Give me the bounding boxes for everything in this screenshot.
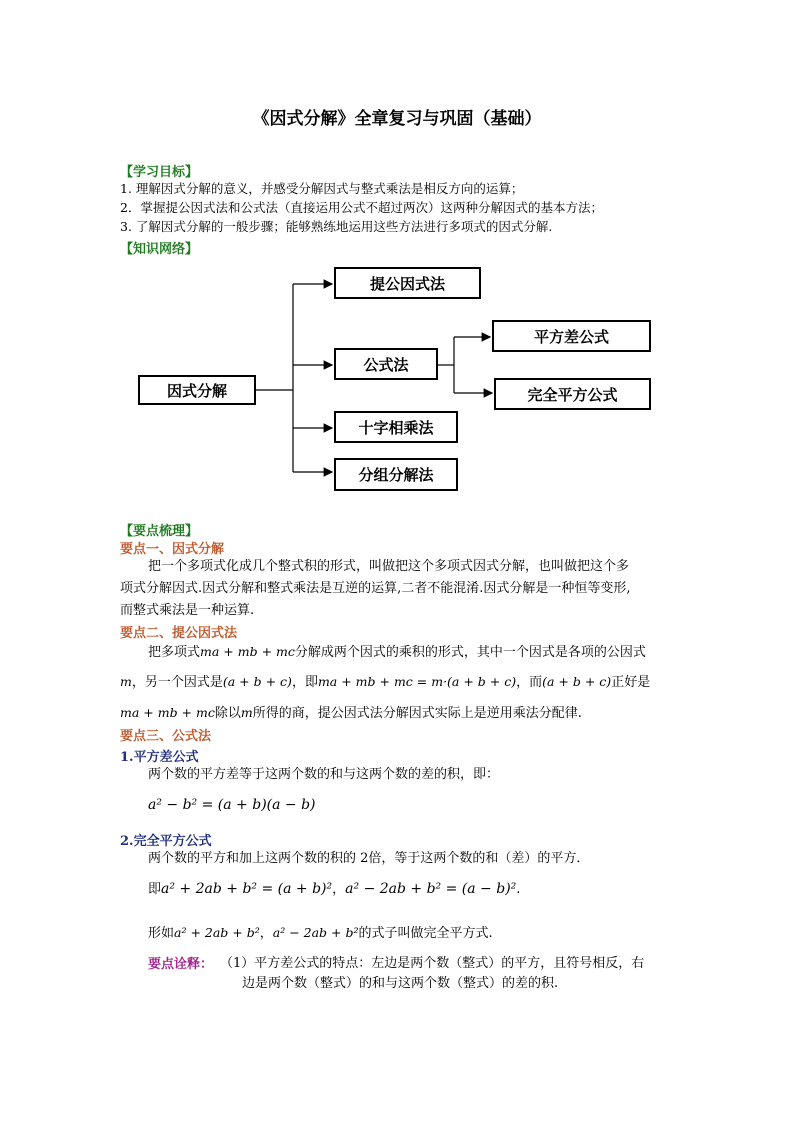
note-line-1: （1）平方差公式的特点：左边是两个数（整式）的平方，且符号相反，右 xyxy=(220,956,645,971)
note-line-2: 边是两个数（整式）的和与这两个数（整式）的差的积. xyxy=(242,976,559,991)
sub2-formula-line: 即a² + 2ab + b² = (a + b)²，a² − 2ab + b² = (a − b)². xyxy=(148,881,521,897)
note-label: 要点诠释： xyxy=(148,957,214,972)
node-extract-common-factor: 提公因式法 xyxy=(334,267,481,299)
sub1-formula: a² − b² = (a + b)(a − b) xyxy=(148,797,316,813)
objective-3: 3. 了解因式分解的一般步骤；能够熟练地运用这些方法进行多项式的因式分解. xyxy=(120,219,553,234)
node-perfect-square: 完全平方公式 xyxy=(494,378,651,410)
point3-heading: 要点三、公式法 xyxy=(120,729,212,744)
point2-line-3: ma + mb + mc除以m所得的商，提公因式法分解因式实际上是逆用乘法分配律. xyxy=(120,705,582,721)
network-heading: 【知识网络】 xyxy=(120,242,199,257)
page-title: 《因式分解》全章复习与巩固（基础） xyxy=(252,109,542,129)
objective-2: 2．掌握提公因式法和公式法（直接运用公式不超过两次）这两种分解因式的基本方法； xyxy=(120,200,603,215)
point2-line-2: m，另一个因式是(a + b + c)，即ma + mb + mc = m·(a + b + c)，而(a + b + c)正好是 xyxy=(120,674,651,690)
objectives-heading: 【学习目标】 xyxy=(120,165,199,180)
node-formula-method: 公式法 xyxy=(334,348,438,380)
node-cross-multiplication: 十字相乘法 xyxy=(334,411,458,443)
sub2-text: 两个数的平方和加上这两个数的积的 2倍，等于这两个数的和（差）的平方． xyxy=(148,851,590,866)
sub2-form-line: 形如a² + 2ab + b²，a² − 2ab + b²的式子叫做完全平方式. xyxy=(148,925,493,941)
point2-line-1: 把多项式ma + mb + mc分解成两个因式的乘积的形式，其中一个因式是各项的公因式 xyxy=(148,644,646,660)
node-difference-of-squares: 平方差公式 xyxy=(492,320,651,352)
sub1-text: 两个数的平方差等于这两个数的和与这两个数的差的积，即： xyxy=(148,767,500,782)
point1-heading: 要点一、因式分解 xyxy=(120,542,225,557)
point1-line-2: 项式分解因式.因式分解和整式乘法是互逆的运算,二者不能混淆.因式分解是一种恒等变形, xyxy=(120,581,631,596)
point1-line-1: 把一个多项式化成几个整式积的形式，叫做把这个多项式因式分解，也叫做把这个多 xyxy=(148,559,630,574)
sub1-heading: 1.平方差公式 xyxy=(120,750,199,765)
node-grouping: 分组分解法 xyxy=(334,458,458,491)
point1-line-3: 而整式乘法是一种运算. xyxy=(120,603,255,618)
point2-heading: 要点二、提公因式法 xyxy=(120,626,238,641)
objective-1: 1. 理解因式分解的意义，并感受分解因式与整式乘法是相反方向的运算； xyxy=(120,181,524,196)
sub2-heading: 2.完全平方公式 xyxy=(120,834,212,849)
points-heading: 【要点梳理】 xyxy=(120,524,199,539)
node-root: 因式分解 xyxy=(138,375,256,405)
